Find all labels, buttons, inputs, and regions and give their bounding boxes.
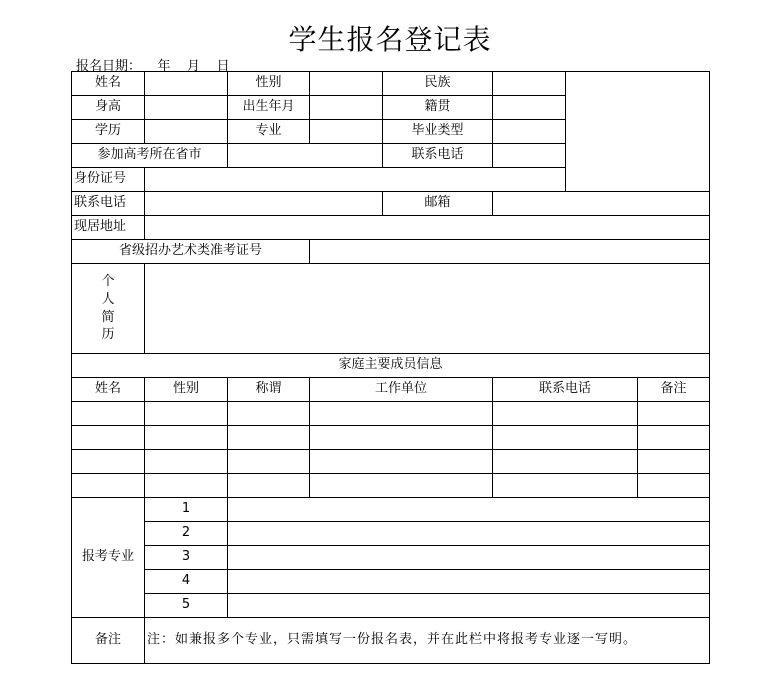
- ethnicity-field[interactable]: [493, 72, 566, 96]
- major-field[interactable]: [310, 120, 383, 144]
- apply-number: 4: [145, 570, 228, 594]
- family-cell[interactable]: [638, 426, 710, 450]
- family-cell[interactable]: [493, 426, 638, 450]
- apply-number: 2: [145, 522, 228, 546]
- family-cell[interactable]: [145, 474, 228, 498]
- family-cell[interactable]: [310, 426, 493, 450]
- phone2-field[interactable]: [145, 192, 383, 216]
- apply-major-field[interactable]: [228, 546, 710, 570]
- family-row: [72, 474, 710, 498]
- family-cell[interactable]: [228, 450, 310, 474]
- family-col-remark: 备注: [638, 378, 710, 402]
- family-cell[interactable]: [310, 474, 493, 498]
- art-exam-field[interactable]: [310, 240, 710, 264]
- exam-province-field[interactable]: [228, 144, 383, 168]
- exam-province-label: 参加高考所在省市: [72, 144, 228, 168]
- family-col-relation: 称谓: [228, 378, 310, 402]
- family-cell[interactable]: [72, 450, 145, 474]
- apply-major-field[interactable]: [228, 522, 710, 546]
- birth-field[interactable]: [310, 96, 383, 120]
- art-exam-label: 省级招办艺术类准考证号: [72, 240, 310, 264]
- family-cell[interactable]: [310, 450, 493, 474]
- family-col-phone: 联系电话: [493, 378, 638, 402]
- education-label: 学历: [72, 120, 145, 144]
- family-col-employer: 工作单位: [310, 378, 493, 402]
- email-field[interactable]: [493, 192, 710, 216]
- apply-number: 3: [145, 546, 228, 570]
- height-field[interactable]: [145, 96, 228, 120]
- gender-label: 性别: [228, 72, 310, 96]
- family-row: [72, 450, 710, 474]
- grad-type-field[interactable]: [493, 120, 566, 144]
- apply-major-field[interactable]: [228, 570, 710, 594]
- name-field[interactable]: [145, 72, 228, 96]
- family-cell[interactable]: [638, 402, 710, 426]
- ethnicity-label: 民族: [383, 72, 493, 96]
- native-label: 籍贯: [383, 96, 493, 120]
- family-cell[interactable]: [145, 450, 228, 474]
- id-label: 身份证号: [72, 168, 145, 192]
- apply-major-field[interactable]: [228, 594, 710, 618]
- family-cell[interactable]: [310, 402, 493, 426]
- family-cell[interactable]: [493, 402, 638, 426]
- apply-major-field[interactable]: [228, 498, 710, 522]
- apply-number: 1: [145, 498, 228, 522]
- family-cell[interactable]: [493, 474, 638, 498]
- name-label: 姓名: [72, 72, 145, 96]
- family-col-gender: 性别: [145, 378, 228, 402]
- address-label: 现居地址: [72, 216, 145, 240]
- family-cell[interactable]: [493, 450, 638, 474]
- id-field[interactable]: [145, 168, 566, 192]
- education-field[interactable]: [145, 120, 228, 144]
- photo-box[interactable]: [566, 72, 710, 192]
- family-cell[interactable]: [638, 474, 710, 498]
- family-col-name: 姓名: [72, 378, 145, 402]
- family-cell[interactable]: [228, 426, 310, 450]
- registration-date-line: 报名日期： 年 月 日: [76, 59, 230, 74]
- apply-major-label: 报考专业: [72, 498, 145, 618]
- resume-field[interactable]: [145, 264, 710, 354]
- resume-label: 个 人 简 历: [72, 264, 145, 354]
- native-field[interactable]: [493, 96, 566, 120]
- family-cell[interactable]: [638, 450, 710, 474]
- family-cell[interactable]: [228, 474, 310, 498]
- remark-text: 注：如兼报多个专业，只需填写一份报名表，并在此栏中将报考专业逐一写明。: [145, 618, 710, 664]
- family-section-header: 家庭主要成员信息: [72, 354, 710, 378]
- gender-field[interactable]: [310, 72, 383, 96]
- family-cell[interactable]: [228, 402, 310, 426]
- apply-number: 5: [145, 594, 228, 618]
- family-cell[interactable]: [72, 426, 145, 450]
- form-title: 学生报名登记表: [288, 23, 492, 56]
- birth-label: 出生年月: [228, 96, 310, 120]
- phone-label: 联系电话: [383, 144, 493, 168]
- family-row: [72, 426, 710, 450]
- family-cell[interactable]: [72, 402, 145, 426]
- phone-field[interactable]: [493, 144, 566, 168]
- address-field[interactable]: [145, 216, 710, 240]
- email-label: 邮箱: [383, 192, 493, 216]
- remark-label: 备注: [72, 618, 145, 664]
- height-label: 身高: [72, 96, 145, 120]
- family-cell[interactable]: [145, 402, 228, 426]
- grad-type-label: 毕业类型: [383, 120, 493, 144]
- family-cell[interactable]: [72, 474, 145, 498]
- phone2-label: 联系电话: [72, 192, 145, 216]
- family-cell[interactable]: [145, 426, 228, 450]
- registration-form-table: [71, 71, 710, 664]
- family-row: [72, 402, 710, 426]
- major-label: 专业: [228, 120, 310, 144]
